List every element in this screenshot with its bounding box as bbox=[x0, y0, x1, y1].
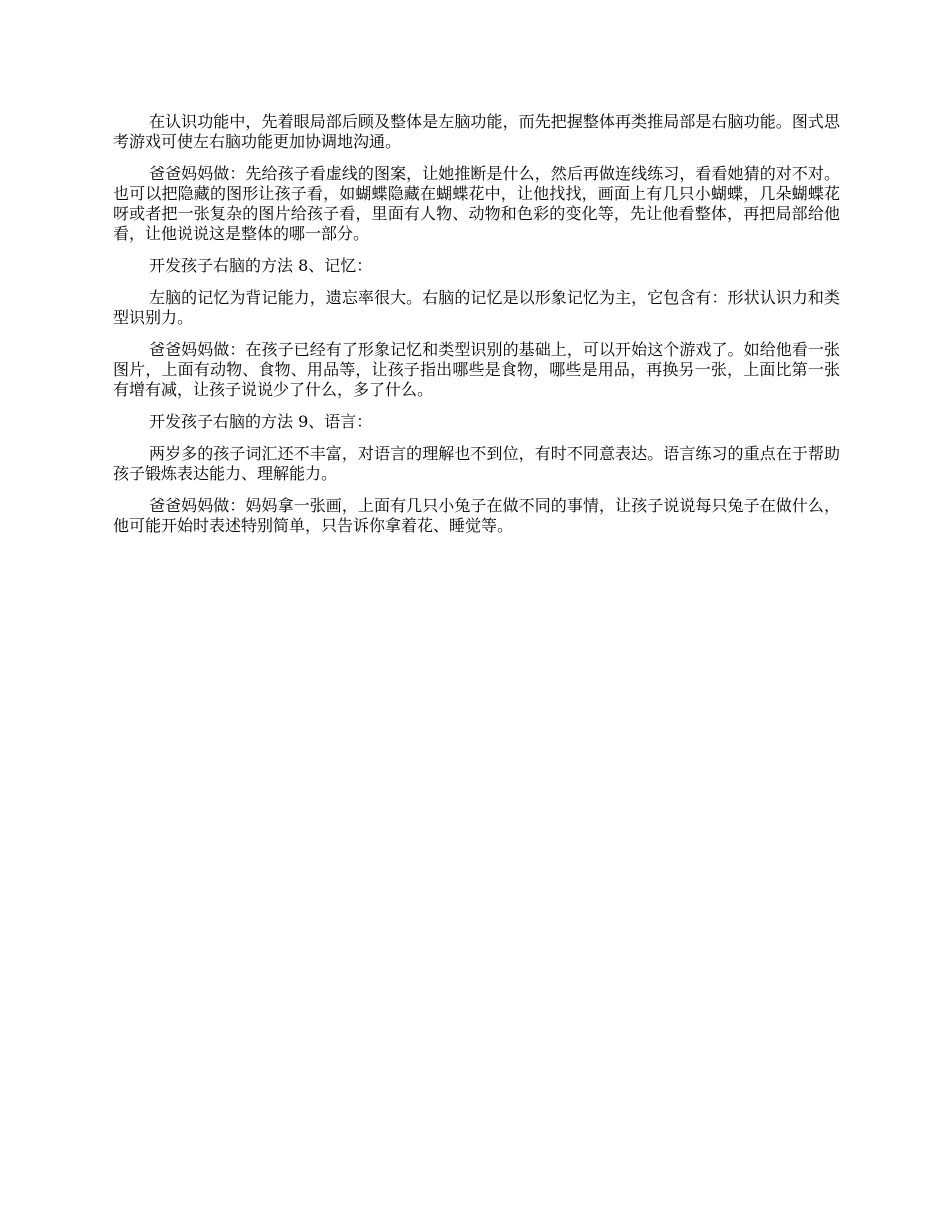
paragraph-memory-explanation: 左脑的记忆为背记能力，遗忘率很大。右脑的记忆是以形象记忆为主，它包含有：形状认识力和类型识别力。 bbox=[113, 288, 840, 327]
paragraph-brain-cognition: 在认识功能中，先着眼局部后顾及整体是左脑功能，而先把握整体再类推局部是右脑功能。图式思考游戏可使左右脑功能更加协调地沟通。 bbox=[113, 112, 840, 151]
paragraph-language-explanation: 两岁多的孩子词汇还不丰富，对语言的理解也不到位，有时不同意表达。语言练习的重点在于帮助孩子锻炼表达能力、理解能力。 bbox=[113, 444, 840, 483]
heading-method-8-memory: 开发孩子右脑的方法 8、记忆： bbox=[149, 256, 373, 275]
paragraph-parents-memory-game: 爸爸妈妈做：在孩子已经有了形象记忆和类型识别的基础上，可以开始这个游戏了。如给他看一张图片，上面有动物、食物、用品等，让孩子指出哪些是食物，哪些是用品，再换另一张，上面比第一张有增有减，让孩子说说少了什么，多了什么。 bbox=[113, 340, 840, 399]
heading-method-9-language: 开发孩子右脑的方法 9、语言： bbox=[149, 412, 373, 431]
document-body bbox=[113, 112, 840, 548]
paragraph-parents-language-game: 爸爸妈妈做：妈妈拿一张画，上面有几只小兔子在做不同的事情，让孩子说说每只兔子在做什么，他可能开始时表述特别简单，只告诉你拿着花、睡觉等。 bbox=[113, 496, 840, 535]
paragraph-parents-pattern-game: 爸爸妈妈做：先给孩子看虚线的图案，让她推断是什么，然后再做连线练习，看看她猜的对不对。也可以把隐藏的图形让孩子看，如蝴蝶隐藏在蝴蝶花中，让他找找，画面上有几只小蝴蝶，几朵蝴蝶花呀或者把一张复杂的图片给孩子看，里面有人物、动物和色彩的变化等，先让他看整体，再把局部给他看，让他说说这是整体的哪一部分。 bbox=[113, 164, 840, 243]
